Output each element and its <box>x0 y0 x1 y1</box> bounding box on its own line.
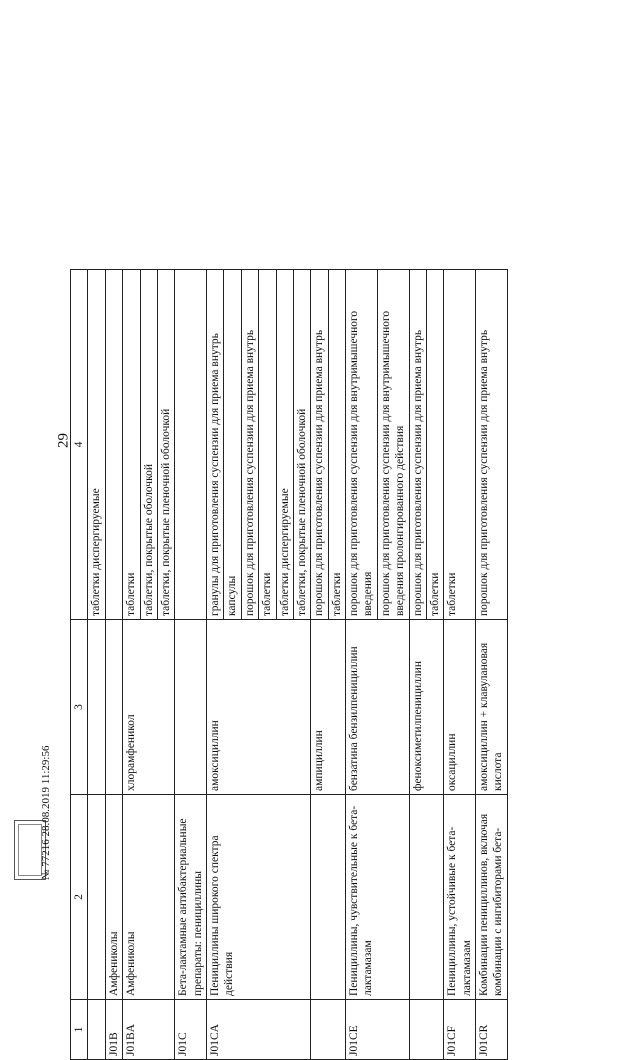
dosage-form-cell: гранулы для приготовления суспензии для приема внутрь <box>207 270 224 620</box>
rotated-page-content <box>70 270 570 1060</box>
column-header: 1 <box>71 1000 88 1060</box>
dosage-form-cell: таблетки диспергируемые <box>276 270 293 620</box>
atc-code-cell: J01CE <box>346 1000 410 1060</box>
dosage-form-cell: таблетки, покрытые пленочной оболочкой <box>293 270 310 620</box>
atc-code-cell: J01CF <box>444 1000 476 1060</box>
dosage-form-cell: таблетки <box>328 270 345 620</box>
column-header: 3 <box>71 620 88 795</box>
group-name-cell: Амфениколы <box>123 795 175 1000</box>
dosage-form-cell: порошок для приготовления суспензии для внутримышечного введения пролонгированного действия <box>377 270 409 620</box>
drug-table <box>70 269 508 1060</box>
group-name-cell <box>88 795 105 1000</box>
table-row <box>105 270 122 1060</box>
dosage-form-cell: таблетки <box>426 270 443 620</box>
table-header-row <box>71 270 88 1060</box>
group-name-cell: Пенициллины, чувствительные к бета-лактамазам <box>346 795 410 1000</box>
substance-cell: ампициллин <box>311 620 346 795</box>
group-name-cell <box>409 795 444 1000</box>
atc-code-cell: J01CA <box>207 1000 311 1060</box>
table-row <box>311 270 328 1060</box>
table-row <box>444 270 476 1060</box>
table-row <box>175 270 207 1060</box>
group-name-cell: Пенициллины, устойчивые к бета-лактамазам <box>444 795 476 1000</box>
dosage-form-cell: таблетки <box>259 270 276 620</box>
group-name-cell: Амфениколы <box>105 795 122 1000</box>
atc-code-cell <box>88 1000 105 1060</box>
document-footer: № 77216 28.08.2019 11:29:56 <box>40 745 52 880</box>
group-name-cell: Бета-лактамные антибактериальные препараты: пенициллины <box>175 795 207 1000</box>
atc-code-cell: J01C <box>175 1000 207 1060</box>
substance-cell: амоксициллин + клавулановая кислота <box>476 620 508 795</box>
column-header: 4 <box>71 270 88 620</box>
dosage-form-cell: капсулы <box>224 270 241 620</box>
dosage-form-cell: порошок для приготовления суспензии для приема внутрь <box>409 270 426 620</box>
table-row <box>123 270 140 1060</box>
table-row <box>88 270 105 1060</box>
substance-cell: хлорамфеникол <box>123 620 175 795</box>
substance-cell <box>105 620 122 795</box>
column-header: 2 <box>71 795 88 1000</box>
substance-cell: бензатина бензилпенициллин <box>346 620 410 795</box>
substance-cell <box>175 620 207 795</box>
page-number: 29 <box>55 433 72 448</box>
group-name-cell <box>311 795 346 1000</box>
substance-cell: амоксициллин <box>207 620 311 795</box>
dosage-form-cell <box>105 270 122 620</box>
atc-code-cell: J01BA <box>123 1000 175 1060</box>
dosage-form-cell: порошок для приготовления суспензии для внутримышечного введения <box>346 270 378 620</box>
dosage-form-cell: таблетки <box>444 270 476 620</box>
dosage-form-cell <box>175 270 207 620</box>
atc-code-cell: J01B <box>105 1000 122 1060</box>
table-row <box>346 270 378 1060</box>
substance-cell: оксациллин <box>444 620 476 795</box>
substance-cell <box>88 620 105 795</box>
table-row <box>207 270 224 1060</box>
dosage-form-cell: порошок для приготовления суспензии для приема внутрь <box>476 270 508 620</box>
dosage-form-cell: таблетки, покрытые пленочной оболочкой <box>157 270 174 620</box>
table-body <box>88 270 507 1060</box>
dosage-form-cell: таблетки <box>123 270 140 620</box>
table-row <box>476 270 508 1060</box>
dosage-form-cell: порошок для приготовления суспензии для приема внутрь <box>241 270 258 620</box>
atc-code-cell <box>311 1000 346 1060</box>
substance-cell: феноксиметилпенициллин <box>409 620 444 795</box>
table-row <box>409 270 426 1060</box>
dosage-form-cell: таблетки, покрытые оболочкой <box>140 270 157 620</box>
group-name-cell: Комбинации пенициллинов, включая комбинации с ингибиторами бета- <box>476 795 508 1000</box>
dosage-form-cell: таблетки диспергируемые <box>88 270 105 620</box>
atc-code-cell: J01CR <box>476 1000 508 1060</box>
dosage-form-cell: порошок для приготовления суспензии для приема внутрь <box>311 270 328 620</box>
atc-code-cell <box>409 1000 444 1060</box>
group-name-cell: Пенициллины широкого спектра действия <box>207 795 311 1000</box>
